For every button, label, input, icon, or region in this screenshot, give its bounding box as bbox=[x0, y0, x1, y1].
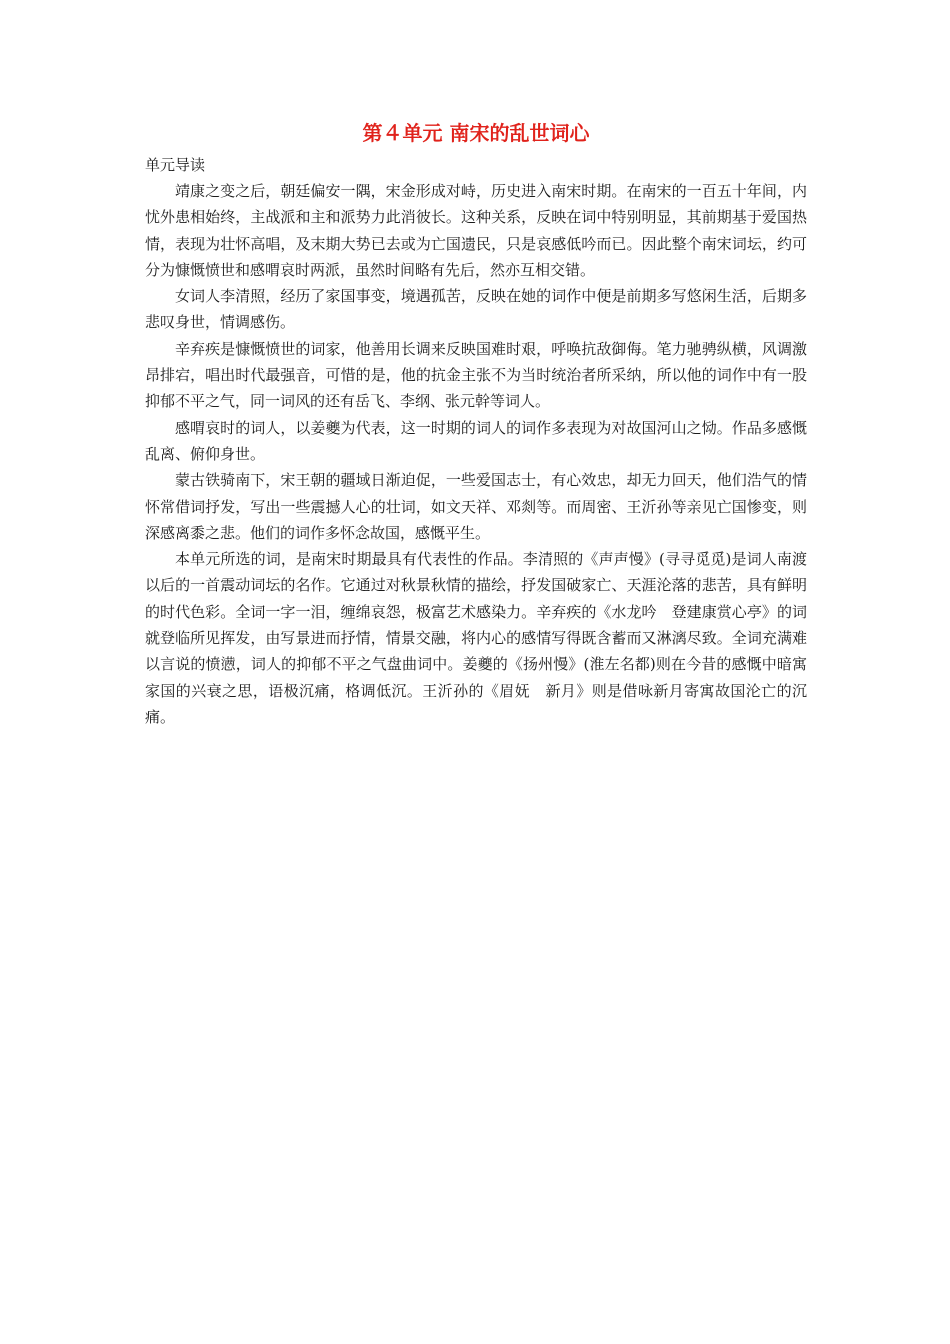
body-paragraph-1: 靖康之变之后，朝廷偏安一隅，宋金形成对峙，历史进入南宋时期。在南宋的一百五十年间，内忧外患相始终，主战派和主和派势力此消彼长。这种关系，反映在词中特别明显，其前期基于爱国热情，表现为壮怀高唱，及末期大势已去或为亡国遗民，只是哀感低吟而已。因此整个南宋词坛，约可分为慷慨愤世和感喟哀时两派，虽然时间略有先后，然亦互相交错。 bbox=[145, 182, 807, 279]
body-paragraph-5: 蒙古铁骑南下，宋王朝的疆域日渐迫促，一些爱国志士，有心效忠，却无力回天，他们浩气的情怀常借词抒发，写出一些震撼人心的壮词，如文天祥、邓剡等。而周密、王沂孙等亲见亡国惨变，则深感离黍之悲。他们的词作多怀念故国，感慨平生。 bbox=[145, 471, 807, 542]
page-title: 第４单元 南宋的乱世词心 bbox=[362, 121, 590, 145]
body-paragraph-4: 感喟哀时的词人，以姜夔为代表，这一时期的词人的词作多表现为对故国河山之恸。作品多感慨乱离、俯仰身世。 bbox=[145, 418, 807, 463]
document-page bbox=[145, 118, 807, 730]
section-label: 单元导读 bbox=[145, 156, 206, 174]
body-paragraph-3: 辛弃疾是慷慨愤世的词家，他善用长调来反映国难时艰，呼唤抗敌御侮。笔力驰骋纵横，风调激昂排宕，唱出时代最强音，可惜的是，他的抗金主张不为当时统治者所采纳，所以他的词作中有一股抑郁不平之气，同一词风的还有岳飞、李纲、张元幹等词人。 bbox=[145, 339, 807, 411]
body-paragraph-6: 本单元所选的词，是南宋时期最具有代表性的作品。李清照的《声声慢》(寻寻觅觅)是词人南渡以后的一首震动词坛的名作。它通过对秋景秋情的描绘，抒发国破家亡、天涯沦落的悲苦，具有鲜明的时代色彩。全词一字一泪，缠绵哀怨，极富艺术感染力。辛弃疾的《水龙吟 登建康赏心亭》的词就登临所见挥发，由写景进而抒情，情景交融，将内心的感情写得既含蓄而又淋漓尽致。全词充满难以言说的愤懑，词人的抑郁不平之气盘曲词中。姜夔的《扬州慢》(淮左名都)则在今昔的感慨中暗寓家国的兴衰之思，语极沉痛，格调低沉。王沂孙的《眉妩 新月》则是借咏新月寄寓故国沦亡的沉痛。 bbox=[145, 550, 807, 726]
body-paragraph-2: 女词人李清照，经历了家国事变，境遇孤苦，反映在她的词作中便是前期多写悠闲生活，后期多悲叹身世，情调感伤。 bbox=[145, 287, 807, 332]
